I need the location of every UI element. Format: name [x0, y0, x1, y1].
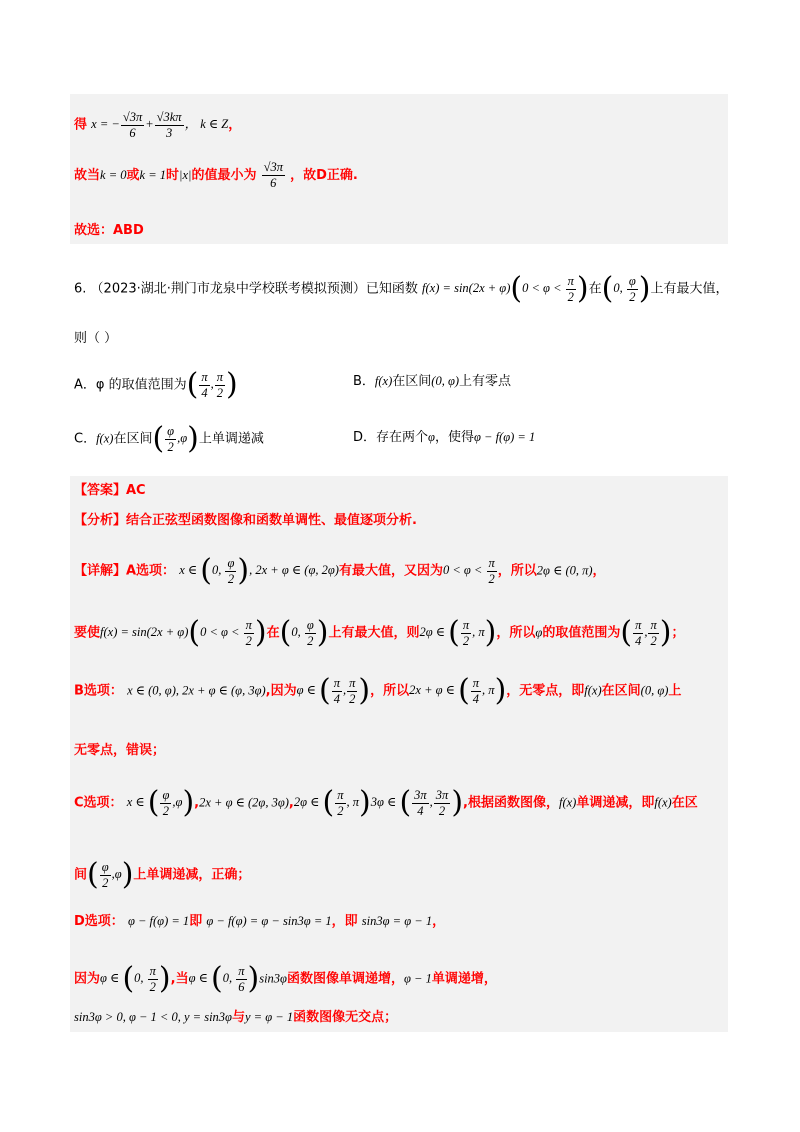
detail-a2-m3: 2φ ∈ ( $\frac{\pi}{2}$ , π) [419, 615, 497, 651]
detail-c-m5: f(x) [558, 795, 577, 810]
detail-b-t3: ，无零点，即 [506, 683, 585, 699]
detail-d-m2: φ − f(φ) = φ − sin3φ = 1 [206, 914, 332, 928]
text-comma: ， [228, 117, 242, 133]
option-a-math: ( $\frac{\pi}{4}$ , $\frac{\pi}{2}$ ) [186, 367, 238, 403]
option-b-text: 在区间 [392, 374, 432, 389]
option-d [353, 428, 535, 447]
math-min-fraction [262, 160, 285, 191]
detail-c-m4: 3φ ∈ ( $\frac{3\pi}{4}$ , $\frac{3\pi}{2}$ ) [370, 785, 464, 821]
question-number: 6. [74, 281, 87, 297]
detail-a-t2: ，所以 [497, 563, 537, 579]
detail-c-line2 [74, 857, 251, 893]
text-d-correct: ，故D正确. [290, 168, 358, 183]
frac-num: √3π [263, 160, 283, 174]
option-c-label: C． [74, 431, 97, 447]
question-6-line1 [74, 271, 729, 307]
math-k0: k = 0 [100, 168, 127, 182]
detail-a-m1: x ∈ (0, $\frac{\varphi}{2}$ ), 2x + φ ∈ (φ, 2φ) [179, 553, 339, 589]
detail-d2-m2: φ ∈ (0, $\frac{\pi}{6}$ ) [188, 961, 260, 997]
detail-d3-t1: 与 [231, 1010, 245, 1025]
option-c-tail: 上单调递减 [198, 431, 264, 447]
analysis-label: 【分析】结合正弦型函数图像和函数单调性、最值逐项分析. [74, 513, 417, 528]
detail-a2-t4: ，所以 [496, 625, 536, 641]
option-a [74, 367, 238, 403]
option-b-label: B． [353, 374, 375, 389]
detail-a-m3: 2φ ∈ (0, π) [536, 563, 593, 578]
detail-a2-t6: ； [671, 625, 685, 641]
frac-den: 6 [270, 176, 277, 190]
detail-c2-t1: 间 [74, 867, 88, 883]
solution-line-x-formula [74, 110, 241, 141]
detail-a2-t3: 上有最大值，则 [328, 625, 420, 641]
detail-d2-t2: ,当 [170, 971, 189, 987]
detail-d3-t2: 函数图像无交点； [293, 1010, 398, 1025]
option-a-text: φ 的取值范围为 [95, 377, 187, 393]
detail-a2-m4: ( $\frac{\pi}{4}$ , $\frac{\pi}{2}$ ) [620, 615, 672, 651]
detail-c-m3: 2φ ∈ ( $\frac{\pi}{2}$ , π) [293, 785, 371, 821]
detail-c-t3: 在区 [671, 795, 698, 811]
math-abs-x: |x| [179, 168, 192, 182]
detail-b-m1: x ∈ (0, φ), 2x + φ ∈ (φ, 3φ) [127, 683, 266, 698]
detail-b-m2: φ ∈ ( $\frac{\pi}{4}$ , $\frac{\pi}{2}$ ) [296, 673, 371, 709]
option-c-text: 在区间 [113, 431, 153, 447]
detail-d-line1 [74, 912, 445, 931]
detail-a2-phi: φ [535, 625, 543, 640]
answer-label: 【答案】AC [74, 483, 146, 498]
option-b-interval: (0, φ) [431, 374, 460, 388]
detail-c-t1: ,根据函数图像， [463, 795, 559, 811]
option-c-interval: ( $\frac{\varphi}{2}$ ,φ) [152, 421, 199, 457]
text-or: 或 [126, 168, 140, 183]
text-has-max: 上有最大值， [650, 281, 729, 297]
choice-answer-abd: 故选：ABD [74, 223, 144, 238]
detail-b-t4: 在区间 [601, 683, 641, 699]
detail-d2-m4: φ − 1 [404, 971, 432, 986]
text-when: 时 [166, 168, 180, 183]
option-d-math: φ − f(φ) = 1 [473, 430, 536, 444]
detail-b-m3: 2x + φ ∈ ( $\frac{\pi}{4}$ , π) [409, 673, 507, 709]
option-d-text2: ，使得 [434, 430, 474, 445]
detail-c-sep2: , [288, 795, 294, 811]
option-b [353, 372, 511, 391]
option-d-text: 存在两个 [376, 430, 429, 445]
detail-d3-m1: sin3φ > 0, φ − 1 < 0, y = sin3φ [74, 1010, 232, 1024]
detail-b-t1: ,因为 [265, 683, 297, 699]
detail-b-t2: ，所以 [370, 683, 410, 699]
detail-d-line2 [74, 961, 497, 997]
detail-a-line2 [74, 615, 685, 651]
option-b-fx: f(x) [374, 374, 393, 388]
detail-c-t2: 单调递减，即 [576, 795, 655, 811]
detail-b-m5: (0, φ) [640, 683, 669, 698]
text-gudang: 故当 [74, 168, 101, 183]
detail-d2-t4: 单调递增， [431, 971, 497, 987]
detail-d-t2: ，即 [331, 914, 358, 929]
question-6-line2: 则（ ） [74, 331, 118, 346]
text-at: 在 [588, 281, 602, 297]
option-c [74, 421, 264, 457]
detail-a2-t1: 要使 [74, 625, 101, 641]
detail-a-m2: 0 < φ < $\frac{\pi}{2}$ [442, 556, 495, 586]
detail-d-line3 [74, 1008, 397, 1027]
detail-d-m3: sin3φ = φ − 1 [361, 914, 433, 928]
detail-a-t3: ， [592, 563, 606, 579]
detail-b-head: B选项： [74, 683, 123, 699]
detail-c-sep1: , [194, 795, 200, 811]
detail-d-t1: 即 [189, 914, 203, 929]
detail-d2-t1: 因为 [74, 971, 101, 987]
detail-c-m2: 2x + φ ∈ (2φ, 3φ) [199, 795, 289, 810]
detail-b-t5: 上 [668, 683, 682, 699]
math-k1: k = 1 [139, 168, 166, 182]
detail-c-line1 [74, 785, 698, 821]
detail-a2-m1: f(x) = sin(2x + φ)(0 < φ < $\frac{\pi}{2}$ ) [100, 615, 267, 651]
detail-d2-m3: sin3φ [259, 971, 287, 986]
detail-b-line1 [74, 673, 682, 709]
detail-d-m1: φ − f(φ) = 1 [127, 914, 190, 928]
math-x-formula: x = − $\frac{√3\pi}{6}$ + $\frac{√3k\pi}{3}$ ， k ∈ Z [91, 110, 229, 140]
detail-c2-t2: 上单调递减，正确； [133, 867, 251, 883]
detail-a2-t5: 的取值范围为 [542, 625, 621, 641]
option-b-tail: 上有零点 [459, 374, 512, 389]
detail-d-head: D选项： [74, 914, 124, 929]
detail-d3-m2: y = φ − 1 [244, 1010, 294, 1024]
detail-a2-m2: (0, $\frac{\varphi}{2}$ ) [279, 615, 329, 651]
option-c-fx: f(x) [96, 431, 114, 446]
detail-b-m4: f(x) [584, 683, 602, 698]
detail-c-m1: x ∈ ( $\frac{\varphi}{2}$ ,φ) [126, 785, 195, 821]
detail-a-t1: 有最大值，又因为 [338, 563, 443, 579]
detail-c-head: C选项： [74, 795, 123, 811]
option-d-label: D． [353, 430, 377, 445]
detail-d2-m1: φ ∈ (0, $\frac{\pi}{2}$ ) [100, 961, 171, 997]
option-d-phi: φ [428, 430, 435, 444]
detail-a-line1 [74, 553, 606, 589]
detail-c2-m1: ( $\frac{\varphi}{2}$ ,φ) [87, 857, 134, 893]
question-source: （2023·湖北·荆门市龙泉中学校联考模拟预测）已知函数 [90, 281, 418, 297]
detail-d2-t3: 函数图像单调递增， [286, 971, 404, 987]
option-a-label: A． [74, 377, 96, 393]
text-min: 的值最小为 [191, 168, 257, 183]
detail-a2-t2: 在 [266, 625, 280, 641]
detail-a-head: 【详解】A选项： [74, 563, 176, 579]
text-de: 得 [74, 117, 88, 133]
math-function-def: f(x) = sin(2x + φ)(0 < φ < $\frac{\pi}{2}$ ) [422, 271, 589, 307]
detail-d-t3: ， [432, 914, 446, 929]
solution-line-min-value [74, 160, 358, 191]
math-interval: (0, $\frac{\varphi}{2}$ ) [601, 271, 651, 307]
detail-c-m6: f(x) [654, 795, 672, 810]
detail-b-line2: 无零点，错误； [74, 743, 166, 758]
